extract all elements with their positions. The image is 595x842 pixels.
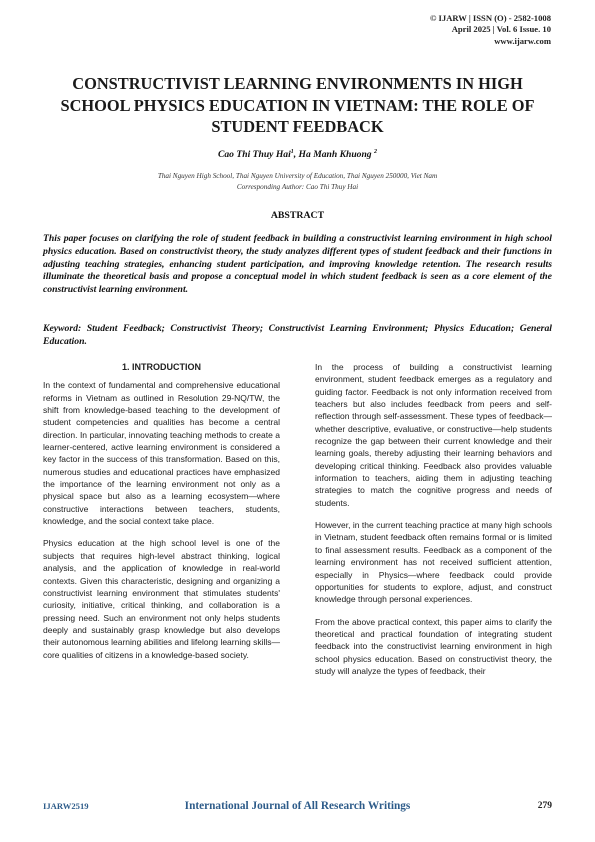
header-website: www.ijarw.com xyxy=(494,35,551,46)
author-2-affil: 2 xyxy=(374,149,377,155)
author-separator: , xyxy=(293,149,299,161)
journal-name: International Journal of All Research Writings xyxy=(184,800,411,812)
paragraph: However, in the current teaching practice at many high schools in Vietnam, student feedback often remains formal or is limited to final assessment results. Feedback as a component of the learning environment has not received sufficient attention, especially in Physics—where feedback could provide opportunities for students to explore, adjust, and construct knowledge through personal experiences. xyxy=(315,520,552,605)
paper-title: CONSTRUCTIVIST LEARNING ENVIRONMENTS IN HIGH SCHOOL PHYSICS EDUCATION IN VIETNAM: THE ROLE OF STUDENT FEEDBACK xyxy=(60,74,535,136)
paper-code: IJARW2519 xyxy=(43,801,89,811)
abstract-text: This paper focuses on clarifying the role of student feedback in building a constructivist learning environment in high school physics education. Based on constructivist theory, the study analyzes different types of student feedback and their functions in adjusting teaching strategies, enhancing student participation, and improving knowledge retention. The research results illuminate the theoretical basis and propose a conceptual model in which student feedback is seen as a core element of the constructivist learning environment. xyxy=(43,233,552,296)
corresponding-author: Corresponding Author: Cao Thi Thuy Hai xyxy=(236,183,359,191)
keywords: Keyword: Student Feedback; Constructivist Theory; Constructivist Learning Environment; Physics Education; General Education. xyxy=(43,323,552,347)
right-column xyxy=(315,361,552,687)
journal-header xyxy=(430,13,551,47)
paragraph: Physics education at the high school level is one of the subjects that requires high-level abstract thinking, logical analysis, and the application of knowledge in real-world contexts. Given this characteristic, designing and organizing a constructivist learning environment that stimulates students' curiosity, initiative, critical thinking, and collaboration is a pressing need. Such an environment not only helps students deeply and sustainably grasp knowledge but also develops their autonomous learning abilities and lifelong learning skills—core qualities of citizens in a knowledge-based society. xyxy=(43,538,280,660)
affiliation-line: Thai Nguyen High School, Thai Nguyen University of Education, Thai Nguyen 250000, Viet Nam xyxy=(157,172,438,180)
abstract-heading: ABSTRACT xyxy=(270,210,325,221)
paragraph: In the context of fundamental and comprehensive educational reforms in Vietnam as outlined in Resolution 29-NQ/TW, the shift from knowledge-based teaching to the development of student competencies and qualities has become a central direction. In particular, innovating teaching methods to create a learner-centered, active learning environment is considered a key factor in the success of this transformation. Based on this, numerous studies and educational practices have emphasized the importance of the learning environment not only as a physical space but also as a learning ecosystem—where constructive interactions between teachers, students, knowledge, and the social context take place. xyxy=(43,380,280,527)
page-number: 279 xyxy=(537,801,552,811)
paragraph: From the above practical context, this paper aims to clarify the theoretical and practical foundation of integrating student feedback into the constructivist learning environment in high school physics education. Based on constructivist theory, the study will analyze the types of feedback, their xyxy=(315,616,552,676)
header-issn: © IJARW | ISSN (O) - 2582-1008 xyxy=(429,13,551,23)
paragraph: In the process of building a constructivist learning environment, student feedback emerges as a regulatory and guiding factor. Feedback is not only information received from teachers but also includes feedback from peers and self-reflection through self-assessment. These types of feedback—whether descriptive, evaluative, or constructive—help students recognize the gap between their current knowledge and their learning goals, thereby adjusting their learning behaviors and developing critical thinking. Feedback also provides valuable information to teachers, aiding them in adjusting teaching strategies to match the cognitive progress and needs of students. xyxy=(315,362,552,508)
author-2: Ha Manh Khuong xyxy=(298,149,374,161)
header-issue: April 2025 | Vol. 6 Issue. 10 xyxy=(451,24,551,35)
author-1: Cao Thi Thuy Hai xyxy=(217,149,291,161)
affiliations xyxy=(40,171,555,193)
left-column xyxy=(43,361,280,671)
author-line xyxy=(40,149,555,160)
author-1-affil: 1 xyxy=(290,149,294,155)
section-heading: 1. INTRODUCTION xyxy=(121,362,201,372)
